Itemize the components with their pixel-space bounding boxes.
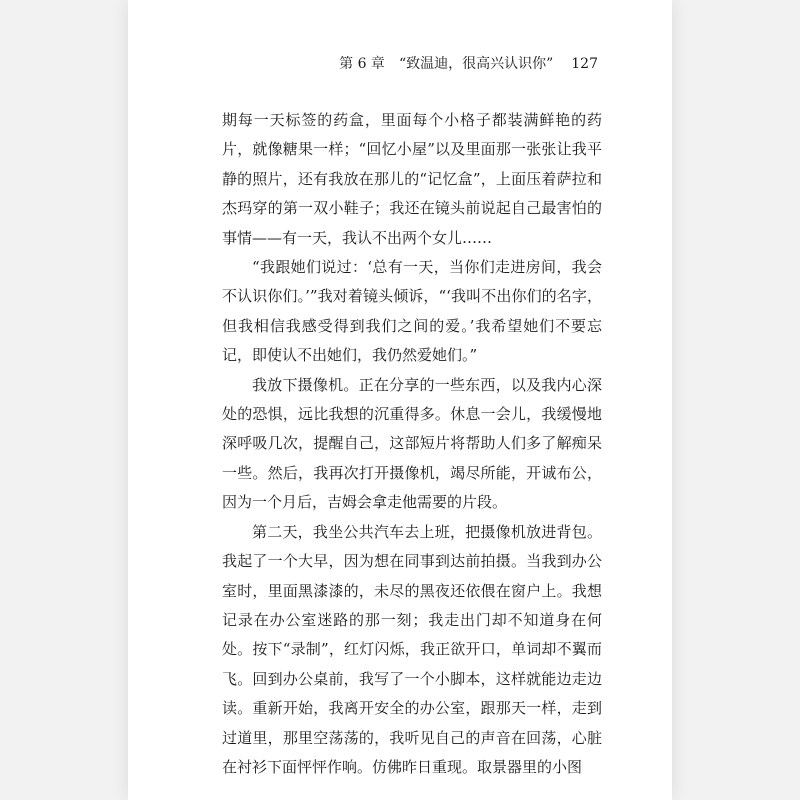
paragraph-3: 我放下摄像机。正在分享的一些东西，以及我内心深处的恐惧，远比我想的沉重得多。休息一会儿，我缓慢地深呼吸几次，提醒自己，这部短片将帮助人们多了解痴呆一些。然后，我再次打开摄像机，竭尽所能，开诚布公，因为一个月后，吉姆会拿走他需要的片段。 <box>222 375 602 512</box>
page-number: 127 <box>571 56 598 72</box>
paragraph-1: 期每一天标签的药盒，里面每个小格子都装满鲜艳的药片，就像糖果一样；“回忆小屋”以及里面那一张张让我平静的照片，还有我放在那儿的“记忆盒”，上面压着萨拉和杰玛穿的第一双小鞋子；我还在镜头前说起自己最害怕的事情——有一天，我认不出两个女儿…… <box>222 111 602 247</box>
chapter-number: 第 6 章 <box>339 56 385 72</box>
running-head <box>339 53 598 73</box>
paragraph-4: 第二天，我坐公共汽车去上班，把摄像机放进背包。我起了一个大早，因为想在同事到达前拍摄。当我到办公室时，里面黑漆漆的，未尽的黑夜还依偎在窗户上。我想记录在办公室迷路的那一刻；我走出门却不知道身在何处。按下“录制”，红灯闪烁，我正欲开口，单词却不翼而飞。回到办公桌前，我写了一个小脚本，这样就能边走边读。重新开始，我离开安全的办公室，跟那天一样，走到过道里，那里空荡荡的，我听见自己的声音在回荡，心脏在衬衫下面怦怦作响。仿佛昨日重现。取景器里的小图 <box>222 522 602 776</box>
body-text <box>222 106 602 782</box>
paragraph-2: “我跟她们说过：‘总有一天，当你们走进房间，我会不认识你们。’”我对着镜头倾诉，“‘我叫不出你们的名字，但我相信我感受得到我们之间的爱。’我希望她们不要忘记，即使认不出她们，我仍然爱她们。” <box>222 258 602 365</box>
chapter-title: “致温迪，很高兴认识你” <box>398 56 554 72</box>
book-page <box>128 0 672 800</box>
